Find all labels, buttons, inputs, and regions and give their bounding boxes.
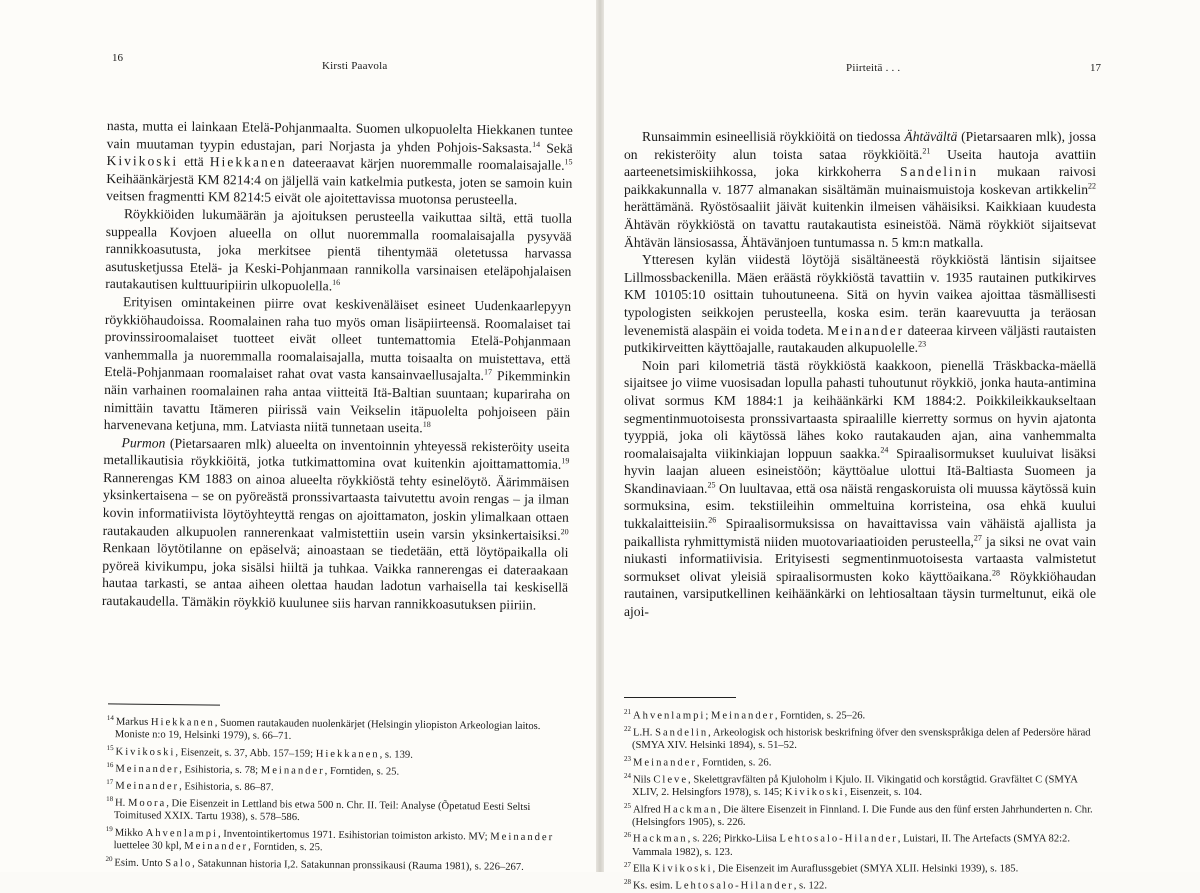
footnote-number: 21 xyxy=(624,708,631,716)
paragraph: Purmon (Pietarsaaren mlk) alueelta on inventoinnin yhteyessä rekisteröity useita metallikautisia röykkiöitä, jotka tutkimattomina ovat kuitenkin ajoittamattomia.$^{19}$ Rannerengas KM 1883 on ainoa alueelta röykkiöstä tehty esinelöytö. Äärimmäisen yksinkertaisena – se on pyöreästä pronssivartaasta taivutettu avoin rengas – ja ilman kovin informatiivista löytöyhteyttä rengas on ajoittamaton, joskin ylimalkaan ottaen rautakauden alkupuolen rannerenkaat valmistettiin usein varsin yksinkertaisiksi.$^{20}$ Renkaan löytötilanne on epäselvä; ainoastaan se tiedetään, että löytöpaikalla oli pyöreä kivikumpu, joka sisälsi hiiltä ja tuhkaa. Vaikka rannerengas ei dateraakaan hautaa tarkasti, se antaa aiheen olettaa haudan ladotun varhaisella tai keskisellä rautakaudella. Tämäkin röykkiö kuulunee siis harvan rannikkoasutuksen piiriin. xyxy=(101,434,570,613)
footnote-text: L.H. Sandelin, Arkeologisk och historisk beskrifning öfver den svenskspråkiga delen af Pedersöre härad (SMYA XIV. Helsinki 1894), s. 51–52. xyxy=(632,727,1091,752)
paragraph: Runsaimmin esineellisiä röykkiöitä on tiedossa Ähtävältä (Pietarsaaren mlk), jossa on rekisteröity alun toista sataa röykkiöitä.$^{21}$ Useita hautoja avattiin aarteenetsimiskiihkossa, joka kirkkoherra Sandelinin mukaan raivosi paikkakunnalla v. 1877 almanakan sisältämän muinaismuistoja koskevan artikkelin$^{22}$ herättämänä. Ryöstösaaliit jäivät kuitenkin ilmeisen vähäisiksi. Kaikkiaan kuudesta Ähtävän röykkiöstä on tavattu rautakautista esineistöä. Nämä röykkiöt sijaitsevat Ähtävän länsiosassa, Ähtävänjoen tuntumassa n. 5 km:n matkalla. xyxy=(624,129,1097,250)
footnote-text: Markus Hiekkanen, Suomen rautakauden nuolenkärjet (Helsingin yliopiston Arkeologian laitos. Moniste n:o 19, Helsinki 1979), s. 66–71. xyxy=(114,716,541,743)
footnote-number: 14 xyxy=(106,713,114,723)
paragraph: nasta, mutta ei lainkaan Etelä-Pohjanmaalta. Suomen ulkopuolelta Hiekkanen tuntee vain muutaman tyypin edustajan, pari Norjasta ja yhden Pohjois-Saksasta.$^{14}$ Sekä Kivikoski että Hiekkanen dateeraavat kärjen nuoremmalle roomalaisajalle.$^{15}$ Keihäänkärjestä KM 8214:4 on jäljellä vain katkelmia putkesta, joten se samoin kuin veitsen fragmentti KM 8214:5 eivät ole ajoitettavissa muotonsa perusteella. xyxy=(106,117,573,208)
footnote xyxy=(624,876,1100,893)
footnote-number: 27 xyxy=(624,861,631,870)
footnote-text: Esim. Unto Salo, Satakunnan historia I,2. Satakunnan pronssikausi (Rauma 1981), s. 226–267. xyxy=(114,857,524,873)
footnotes-left xyxy=(105,712,569,874)
footnote xyxy=(624,706,1100,723)
footnote xyxy=(624,753,1100,770)
footnote xyxy=(624,859,1100,876)
footnote-number: 19 xyxy=(105,824,113,833)
footnote-text: Ahvenlampi; Meinander, Forntiden, s. 25–26. xyxy=(633,710,866,722)
footnote-number: 26 xyxy=(624,831,631,840)
footnotes-right xyxy=(624,706,1100,893)
footnote xyxy=(624,829,1100,859)
running-head-left: Kirsti Paavola xyxy=(322,60,388,72)
footnote-text: Meinander, Esihistoria, s. 86–87. xyxy=(115,780,274,794)
body-text-right xyxy=(624,128,1096,621)
footnote-text: Ella Kivikoski, Die Eisenzeit im Auraflussgebiet (SMYA XLII. Helsinki 1939), s. 185. xyxy=(633,863,1019,875)
footnote-number: 17 xyxy=(106,777,114,787)
book-gutter xyxy=(596,0,604,872)
paragraph: Noin pari kilometriä tästä röykkiöstä kaakkoon, pienellä Träskbacka-mäellä sijaitsee jo viime vuosisadan lopulla pahasti tuhoutunut röykkiö, jonka hauta-antimina olivat sormus KM 1884:1 ja keihäänkärki KM 1884:2. Poikkileikkaukseltaan segmentinmuotoisesta pronssivartaasta spiraalille kierretty sormus on hyvin ajatonta tyyppiä, joka oli käytössä lähes koko rautakauden ajan, aina vanhemmalta roomalaisajalta viikinkiajan loppuun saakka.$^{24}$ Spiraalisormukset kuuluivat lisäksi hyvin laajan alueen esineistöön; käyttöalue ulottui Itä-Baltiasta Suomeen ja Skandinaviaan.$^{25}$ On luultavaa, että osa näistä rengaskoruista oli muussa käytössä kuin sormuksina, esim. tekstiileihin ommeltuina korristeina, osa ehkä kuului tukkalaitteisiin.$^{26}$ Spiraalisormuksissa on havaittavissa vain vähäistä ajallista ja paikallista ryhmittymistä niiden muotovariaatioiden perusteella,$^{27}$ ja siksi ne ovat vain niukasti informatiivisia. Erityisesti segmentinmuotoisesta vartaasta valmistetut sormukset olivat yleisiä spiraalisormusten koko käyttöaikana.$^{28}$ Röykkiöhaudan rautainen, varsiputkellinen keihäänkärki on lehtiosaltaan täysin turmeltunut, eikä ole ajoi- xyxy=(624,357,1097,620)
footnote xyxy=(105,853,567,875)
footnote-number: 18 xyxy=(106,795,114,804)
footnote-text: Nils Cleve, Skelettgravfälten på Kjuloholm i Kjulo. II. Vikingatid och korstågtid. Gravfältet C (SMYA XLIV, 2. Helsingfors 1978), s. 145; Kivikoski, Eisenzeit, s. 104. xyxy=(632,774,1078,799)
footnote-text: Hackman, s. 226; Pirkko-Liisa Lehtosalo-Hilander, Luistari, II. The Artefacts (SMYA 82:2. Vammala 1982), s. 123. xyxy=(632,833,1071,858)
footnote-number: 20 xyxy=(105,854,113,863)
body-text-left xyxy=(102,117,573,614)
footnote-rule-left xyxy=(108,703,220,705)
footnote xyxy=(106,793,568,828)
footnote xyxy=(106,823,568,858)
footnote-number: 23 xyxy=(624,754,631,763)
footnote xyxy=(624,723,1100,753)
footnote-number: 16 xyxy=(106,760,114,769)
footnote-number: 15 xyxy=(106,743,114,752)
footnote-text: Meinander, Esihistoria, s. 78; Meinander, Forntiden, s. 25. xyxy=(115,763,400,778)
footnote-text: Mikko Ahvenlampi, Inventointikertomus 1971. Esihistorian toimiston arkisto. MV; Meinander luettelee 30 kpl, Meinander, Forntiden, s. 25. xyxy=(113,827,555,854)
footnote-number: 22 xyxy=(624,725,631,734)
footnote xyxy=(624,770,1100,800)
paragraph: Röykkiöiden lukumäärän ja ajoituksen perusteella vaikuttaa siltä, että tuolla suppealla Kovjoen alueella on ollut nuoremmalla roomalaisajalla pysyvää rannikkoasutusta, joka merkitsee pientä tihentymää oletetussa harvassa asutusketjussa Etelä- ja Keski-Pohjanmaan rannikolla varsinaisen eteläpohjalaisen rautakautisen kulttuuripiirin ulkopuolella.$^{16}$ xyxy=(105,206,573,294)
footnote-number: 28 xyxy=(624,878,631,887)
footnote-number: 24 xyxy=(624,771,631,780)
footnote-text: Ks. esim. Lehtosalo-Hilander, s. 122. xyxy=(633,880,828,892)
footnote-number: 25 xyxy=(624,801,631,810)
footnote-text: Meinander, Forntiden, s. 26. xyxy=(633,757,772,769)
running-head-right: Piirteitä . . . xyxy=(846,62,901,74)
footnote xyxy=(624,800,1100,830)
footnote-text: H. Moora, Die Eisenzeit in Lettland bis etwa 500 n. Chr. II. Teil: Analyse (Õpetatud Eesti Seltsi Toimitused XXIX. Tartu 1938), s. 578–586. xyxy=(113,797,531,824)
footnote-text: Kivikoski, Eisenzeit, s. 37, Abb. 157–159; Hiekkanen, s. 139. xyxy=(115,746,413,761)
page-left xyxy=(0,0,600,872)
footnote xyxy=(107,712,569,747)
page-number-left: 16 xyxy=(112,52,123,64)
footnote-text: Alfred Hackman, Die ältere Eisenzeit in Finnland. I. Die Funde aus den fünf ersten Jahrhunderten n. Chr. (Helsingfors 1905), s. 226. xyxy=(632,804,1093,828)
paragraph: Erityisen omintakeinen piirre ovat keskivenäläiset esineet Uudenkaarlepyyn röykkiöhaudoissa. Roomalainen raha tuo myös oman lisäpiirteensä. Roomalaiset tai provinssiroomalaiset tuotteet eivät olleet tuntemattomia Etelä-Pohjanmaan vanhemmalla ja nuoremmalla roomalaisajalla, mutta toisaalta on muistettava, että Etelä-Pohjanmaan roomalaiset rahat ovat vasta kansainvaellusajalta.$^{17}$ Pikemminkin näin varhainen roomalainen raha antaa viitteitä Itä-Baltian suuntaan; kupariraha on nimittäin tavattu Itämeren piirissä vain Veikselin itäpuolelta pohjoiseen päin harvenevana ketjuna, mm. Latviasta niitä tunnetaan useita.$^{18}$ xyxy=(103,294,572,436)
page-number-right: 17 xyxy=(1090,62,1101,74)
page-right xyxy=(600,0,1200,892)
footnote-rule-right xyxy=(624,697,736,698)
paragraph: Ytteresen kylän viidestä löytöjä sisältäneestä röykkiöstä läntisin sijaitsee Lillmossbackenilla. Mäen eräästä röykkiöstä tavattiin v. 1935 rautainen putkikirves KM 10105:10 osittain tuhoutuneena. Sitä on hyvin vaikea ajoittaa täsmällisesti typologisten seikkojen perusteella, koska esim. terän kaarevuutta ja teräosan levenemistä alaspäin ei voida todeta. Meinander dateeraa kirveen väljästi rautaisten putkikirveitten käyttöajalle, rautakauden alkupuolelle.$^{23}$ xyxy=(624,252,1096,356)
